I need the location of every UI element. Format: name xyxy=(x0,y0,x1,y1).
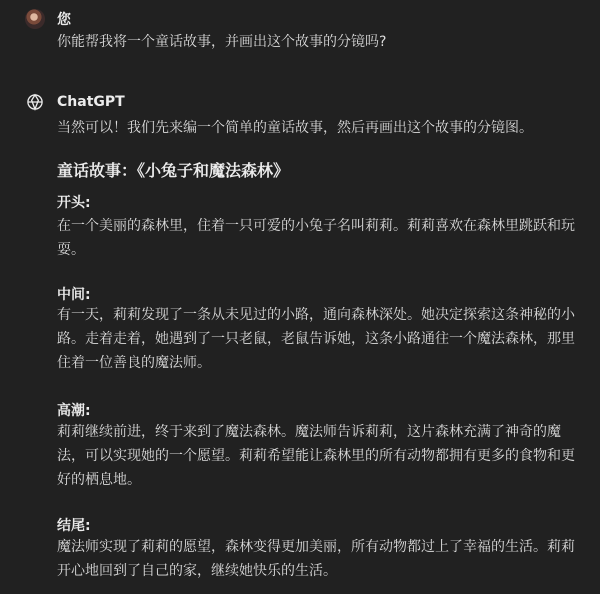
story-title: 童话故事：《小兔子和魔法森林》 xyxy=(57,161,290,180)
user-name: 您 xyxy=(57,12,71,28)
section-title-middle: 中间: xyxy=(57,287,91,303)
user-question: 你能帮我将一个童话故事，并画出这个故事的分镜吗? xyxy=(57,34,387,50)
section-title-climax: 高潮: xyxy=(57,403,91,419)
section-title-beginning: 开头: xyxy=(57,195,91,211)
section-text-beginning: 在一个美丽的森林里，住着一只可爱的小兔子名叫莉莉。莉莉喜欢在森林里跳跃和玩耍。 xyxy=(57,218,575,258)
user-avatar xyxy=(25,9,45,29)
section-text-middle: 有一天，莉莉发现了一条从未见过的小路，通向森林深处。她决定探索这条神秘的小路。走着走着，她遇到了一只老鼠，老鼠告诉她，这条小路通往一个魔法森林，那里住着一位善良的魔法师。 xyxy=(57,307,575,371)
chatgpt-logo-icon xyxy=(25,92,45,112)
section-text-ending: 魔法师实现了莉莉的愿望，森林变得更加美丽，所有动物都过上了幸福的生活。莉莉开心地回到了自己的家，继续她快乐的生活。 xyxy=(57,539,575,579)
section-title-ending: 结尾: xyxy=(57,518,91,534)
section-text-climax: 莉莉继续前进，终于来到了魔法森林。魔法师告诉莉莉，这片森林充满了神奇的魔法，可以实现她的一个愿望。莉莉希望能让森林里的所有动物都拥有更多的食物和更好的栖息地。 xyxy=(57,424,575,488)
assistant-name: ChatGPT xyxy=(57,94,125,110)
assistant-intro: 当然可以！我们先来编一个简单的童话故事，然后再画出这个故事的分镜图。 xyxy=(57,120,533,136)
